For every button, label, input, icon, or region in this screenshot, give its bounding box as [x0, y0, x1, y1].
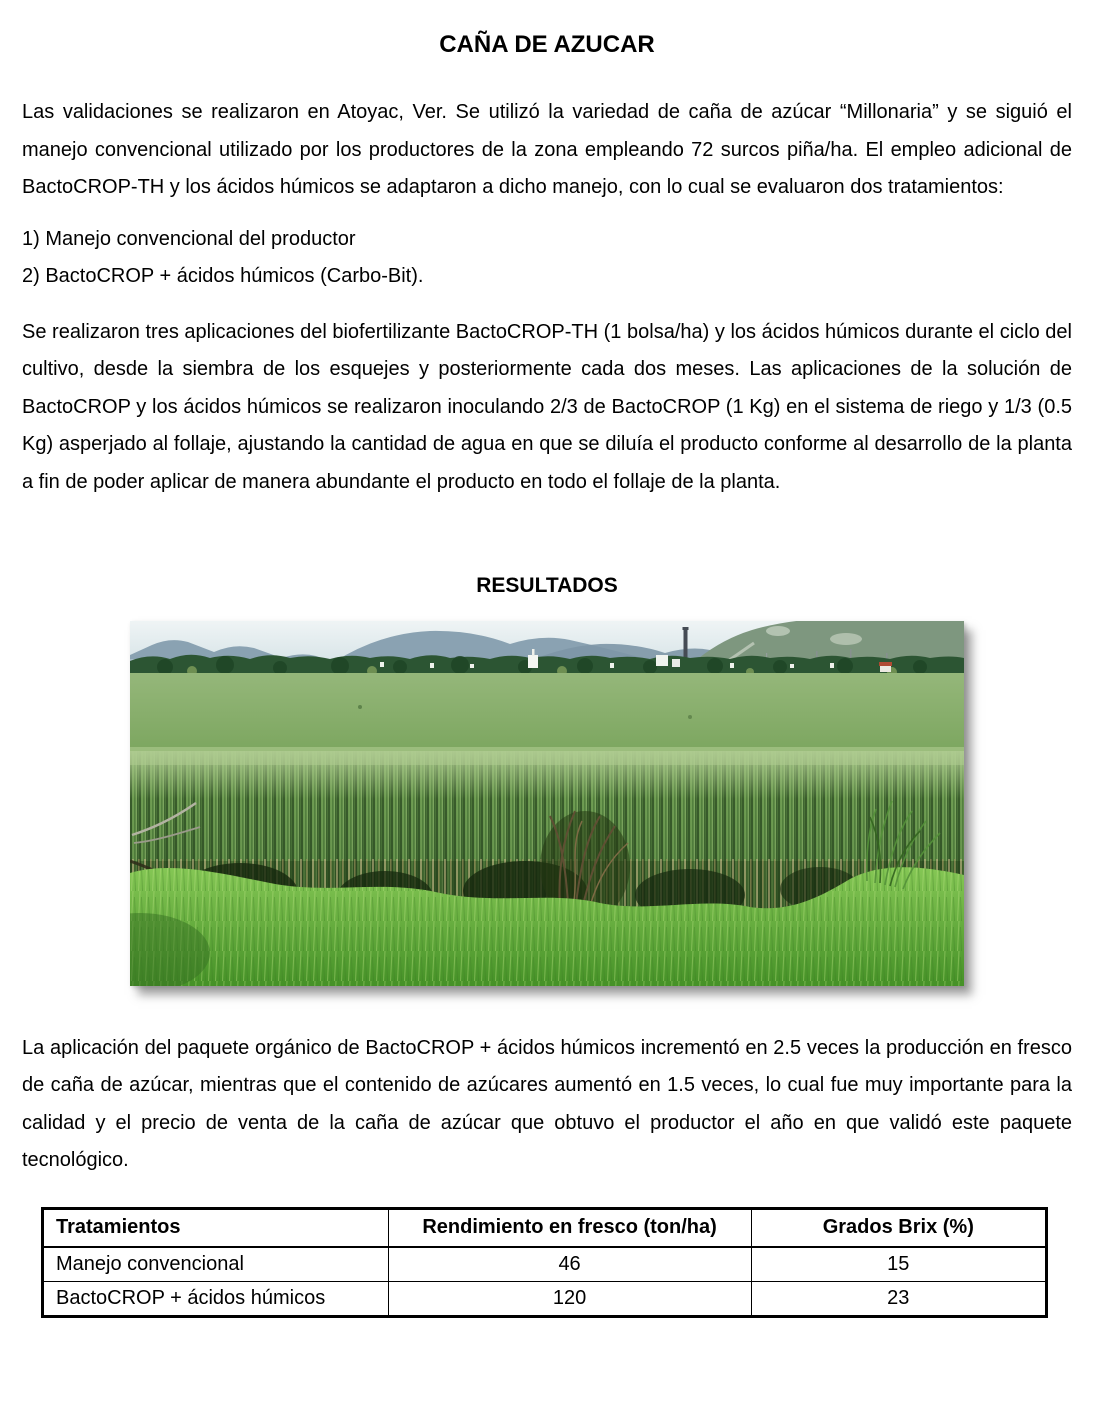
table-header-rendimiento: Rendimiento en fresco (ton/ha)	[388, 1209, 751, 1247]
results-heading: RESULTADOS	[476, 574, 618, 597]
table-header-row	[43, 1209, 1046, 1247]
treatments-list	[22, 221, 1072, 296]
page-title: CAÑA DE AZUCAR	[439, 31, 655, 58]
treatment-item-2: 2) BactoCROP + ácidos húmicos (Carbo-Bit).	[22, 265, 424, 287]
table-header-tratamientos: Tratamientos	[43, 1209, 388, 1247]
table-header-grados-brix: Grados Brix (%)	[751, 1209, 1046, 1247]
methods-paragraph: Se realizaron tres aplicaciones del biofertilizante BactoCROP-TH (1 bolsa/ha) y los ácidos húmicos durante el ciclo del cultivo, desde la siembra de los esquejes y posteriormente cada dos meses. Las aplicaciones de la solución de BactoCROP y los ácidos húmicos se realizaron inoculando 2/3 de BactoCROP (1 Kg) en el sistema de riego y 1/3 (0.5 Kg) asperjado al follaje, ajustando la cantidad de agua en que se diluía el producto conforme al desarrollo de la planta a fin de poder aplicar de manera abundante el producto en todo el follaje de la planta.	[22, 320, 1072, 493]
table-cell-yield: 46	[388, 1247, 751, 1282]
table-cell-treatment: Manejo convencional	[43, 1247, 388, 1282]
results-table	[42, 1208, 1047, 1317]
treatment-item-1: 1) Manejo convencional del productor	[22, 227, 356, 250]
table-row-bactocrop	[43, 1281, 1046, 1316]
table-cell-brix: 23	[751, 1281, 1046, 1316]
table-cell-treatment: BactoCROP + ácidos húmicos	[43, 1281, 388, 1316]
table-cell-brix: 15	[751, 1247, 1046, 1282]
sugar-cane-field-photo	[130, 621, 964, 986]
table-row-manejo-convencional	[43, 1247, 1046, 1282]
results-paragraph: La aplicación del paquete orgánico de BactoCROP + ácidos húmicos incrementó en 2.5 veces la producción en fresco de caña de azúcar, mientras que el contenido de azúcares aumentó en 1.5 veces, lo cual fue muy importante para la calidad y el precio de venta de la caña de azúcar que obtuvo el productor el año en que validó este paquete tecnológico.	[22, 1036, 1072, 1171]
table-cell-yield: 120	[388, 1281, 751, 1316]
intro-paragraph: Las validaciones se realizaron en Atoyac, Ver. Se utilizó la variedad de caña de azúcar “Millonaria” y se siguió el manejo convencional utilizado por los productores de la zona empleando 72 surcos piña/ha. El empleo adicional de BactoCROP-TH y los ácidos húmicos se adaptaron a dicho manejo, con lo cual se evaluaron dos tratamientos:	[22, 101, 1072, 198]
sugar-cane-field-illustration	[130, 621, 964, 986]
